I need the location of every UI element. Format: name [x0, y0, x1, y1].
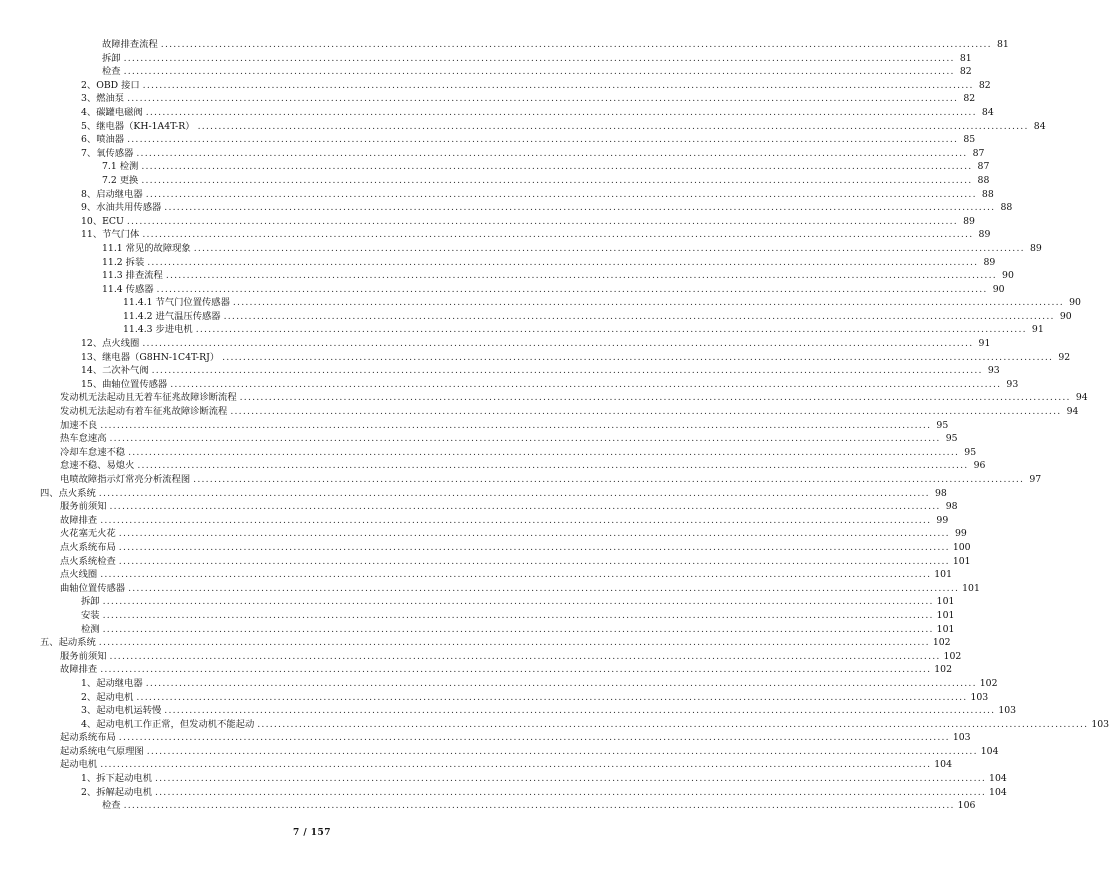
toc-entry-title[interactable]: 11.4.1 节气门位置传感器 [123, 297, 230, 309]
toc-entry-content [81, 188, 994, 202]
toc-entry-page-number[interactable]: 102 [932, 637, 951, 649]
toc-leader-dots: ........................................................................................................................................................................................................ [118, 555, 950, 567]
toc-entry-page-number[interactable]: 84 [1033, 120, 1046, 132]
toc-leader-dots: ........................................................................................................................................................................................................ [147, 256, 979, 268]
toc-leader-dots: ........................................................................................................................................................................................................ [164, 705, 996, 717]
toc-entry[interactable] [0, 228, 991, 242]
toc-entry-content [60, 432, 958, 446]
toc-leader-dots: ........................................................................................................................................................................................................ [145, 677, 977, 689]
toc-leader-dots: ........................................................................................................................................................................................................ [145, 188, 977, 200]
toc-entry-content [60, 473, 1042, 487]
toc-entry[interactable] [0, 38, 1009, 52]
toc-entry-content [81, 79, 991, 93]
toc-entry[interactable] [0, 351, 1071, 365]
toc-entry-title[interactable]: 拆卸 [81, 596, 100, 608]
toc-entry-page-number[interactable]: 94 [1075, 392, 1088, 404]
toc-entry-content [123, 296, 1081, 310]
toc-entry[interactable] [0, 79, 991, 93]
toc-entry-title[interactable]: 五、起动系统 [40, 637, 96, 649]
toc-entry-page-number[interactable]: 84 [981, 106, 994, 118]
toc-entry-content [102, 52, 972, 66]
toc-leader-dots: ........................................................................................................................................................................................................ [239, 392, 1071, 404]
toc-entry-page-number[interactable]: 91 [978, 338, 991, 350]
toc-entry[interactable] [0, 772, 1007, 786]
toc-entry[interactable] [0, 541, 971, 555]
toc-entry[interactable] [0, 650, 962, 664]
toc-entry-page-number[interactable]: 102 [943, 650, 962, 662]
toc-entry-page-number[interactable]: 103 [998, 705, 1017, 717]
toc-entry-title[interactable]: 故障排查 [60, 664, 98, 676]
toc-entry-title[interactable]: 发动机无法起动且无着车征兆故障诊断流程 [60, 392, 237, 404]
toc-entry-page-number[interactable]: 89 [983, 256, 996, 268]
toc-entry-page-number[interactable]: 88 [981, 188, 994, 200]
toc-entry-title[interactable]: 9、水油共用传感器 [81, 202, 162, 214]
toc-entry[interactable] [0, 500, 958, 514]
toc-entry[interactable] [0, 120, 1046, 134]
toc-entry-page-number[interactable]: 87 [972, 147, 985, 159]
toc-entry-content [81, 351, 1071, 365]
toc-entry-title[interactable]: 14、二次补气阀 [81, 365, 149, 377]
toc-entry[interactable] [0, 174, 990, 188]
toc-entry-title[interactable]: 拆卸 [102, 52, 121, 64]
toc-entry-title[interactable]: 2、起动电机 [81, 691, 134, 703]
toc-entry-title[interactable]: 点火系统检查 [60, 555, 116, 567]
toc-entry-page-number[interactable]: 94 [1066, 406, 1079, 418]
toc-entry-title[interactable]: 服务前须知 [60, 501, 107, 513]
toc-entry-title[interactable]: 10、ECU [81, 215, 124, 227]
toc-entry-content [81, 364, 1000, 378]
toc-entry-title[interactable]: 火花塞无火花 [60, 528, 116, 540]
toc-entry-content [60, 391, 1088, 405]
toc-entry-title[interactable]: 故障排查流程 [102, 39, 158, 50]
toc-entry-page-number[interactable]: 81 [959, 52, 972, 64]
toc-leader-dots: ........................................................................................................................................................................................................ [155, 773, 987, 785]
toc-entry-content [81, 691, 989, 705]
toc-entry-title[interactable]: 2、OBD 接口 [81, 79, 140, 91]
toc-entry-page-number[interactable]: 90 [1069, 297, 1081, 309]
toc-entry[interactable] [0, 405, 1079, 419]
toc-entry-page-number[interactable]: 96 [973, 460, 986, 472]
toc-entry-title[interactable]: 11.4.3 步进电机 [123, 324, 193, 336]
toc-leader-dots: ........................................................................................................................................................................................................ [100, 759, 932, 771]
toc-entry-content [81, 337, 991, 351]
toc-entry-page-number[interactable]: 82 [959, 66, 972, 78]
toc-leader-dots: ........................................................................................................................................................................................................ [98, 637, 930, 649]
toc-entry-title[interactable]: 11.2 拆装 [102, 256, 145, 268]
toc-entry-page-number[interactable]: 101 [962, 582, 980, 594]
toc-entry[interactable] [0, 65, 972, 79]
toc-entry-content [123, 323, 1044, 337]
toc-entry-content [81, 133, 976, 147]
toc-entry-title[interactable]: 起动系统布局 [60, 732, 116, 744]
toc-entry-title[interactable]: 电喷故障指示灯常亮分析流程图 [60, 474, 191, 485]
toc-entry[interactable] [0, 731, 971, 745]
toc-entry-content [60, 650, 962, 664]
toc-entry-content [81, 786, 1007, 800]
toc-entry-content [123, 310, 1072, 324]
toc-entry-title[interactable]: 11、节气门体 [81, 229, 140, 241]
toc-entry-page-number[interactable]: 95 [936, 419, 949, 431]
toc-leader-dots: ........................................................................................................................................................................................................ [136, 691, 968, 703]
toc-entry-title[interactable]: 13、继电器（G8HN-1C4T-RJ） [81, 351, 220, 363]
toc-leader-dots: ........................................................................................................................................................................................................ [123, 800, 955, 812]
toc-leader-dots: ........................................................................................................................................................................................................ [100, 514, 932, 526]
toc-entry-page-number[interactable]: 87 [977, 161, 990, 173]
toc-entry[interactable] [0, 609, 955, 623]
toc-entry-content [60, 500, 958, 514]
toc-leader-dots: ........................................................................................................................................................................................................ [128, 446, 960, 458]
toc-entry-content [60, 663, 952, 677]
toc-entry-content [81, 106, 994, 120]
toc-entry[interactable] [0, 188, 994, 202]
toc-leader-dots: ........................................................................................................................................................................................................ [142, 338, 974, 350]
toc-entry-page-number[interactable]: 99 [936, 514, 949, 526]
toc-entry-content [60, 419, 949, 433]
toc-entry-page-number[interactable]: 98 [935, 487, 947, 499]
toc-entry-title[interactable]: 安装 [81, 609, 100, 621]
toc-entry-page-number[interactable]: 104 [934, 759, 952, 771]
toc-entry-page-number[interactable]: 104 [989, 773, 1007, 785]
toc-entry-content [102, 174, 990, 188]
toc-entry-content [60, 758, 952, 772]
toc-entry-content [60, 405, 1079, 419]
toc-leader-dots: ........................................................................................................................................................................................................ [222, 351, 1054, 363]
toc-entry-title[interactable]: 检查 [102, 800, 121, 812]
toc-leader-dots: ........................................................................................................................................................................................................ [223, 310, 1055, 322]
toc-entry-content [60, 568, 952, 582]
toc-entry-page-number[interactable]: 93 [987, 365, 1000, 377]
toc-entry[interactable] [0, 704, 1017, 718]
toc-entry[interactable] [0, 52, 972, 66]
toc-leader-dots: ........................................................................................................................................................................................................ [136, 147, 968, 159]
toc-entry-title[interactable]: 3、燃油泵 [81, 93, 125, 105]
toc-entry[interactable] [0, 269, 1014, 283]
toc-entry-content [40, 636, 951, 650]
toc-entry[interactable] [0, 691, 989, 705]
toc-leader-dots: ........................................................................................................................................................................................................ [257, 718, 1089, 730]
toc-entry-title[interactable]: 起动系统电气原理图 [60, 745, 144, 757]
toc-entry-content [102, 242, 1042, 256]
toc-entry-page-number[interactable]: 97 [1029, 474, 1042, 485]
toc-leader-dots: ........................................................................................................................................................................................................ [141, 161, 973, 173]
toc-entry-content [81, 772, 1007, 786]
toc-entry[interactable] [0, 758, 952, 772]
toc-entry-title[interactable]: 7.2 更换 [102, 174, 139, 186]
toc-entry[interactable] [0, 663, 952, 677]
toc-entry-page-number[interactable]: 104 [989, 786, 1007, 798]
toc-entry-title[interactable]: 11.1 常见的故障现象 [102, 242, 191, 254]
toc-entry-content [60, 555, 971, 569]
toc-entry-title[interactable]: 检测 [81, 623, 100, 635]
toc-entry[interactable] [0, 391, 1088, 405]
toc-entry-content [81, 623, 955, 637]
toc-entry-page-number[interactable]: 92 [1058, 351, 1071, 363]
toc-entry-content [81, 378, 1019, 392]
toc-entry-title[interactable]: 怠速不稳、易熄火 [60, 460, 135, 472]
toc-leader-dots: ........................................................................................................................................................................................................ [195, 324, 1027, 336]
toc-entry-page-number[interactable]: 90 [1002, 270, 1014, 282]
toc-leader-dots: ........................................................................................................................................................................................................ [137, 460, 969, 472]
toc-entry-title[interactable]: 故障排查 [60, 514, 98, 526]
toc-entry[interactable] [0, 310, 1072, 324]
toc-entry[interactable] [0, 296, 1081, 310]
toc-entry-content [60, 541, 971, 555]
toc-entry-title[interactable]: 11.4.2 进气温压传感器 [123, 310, 221, 322]
toc-leader-dots: ........................................................................................................................................................................................................ [165, 270, 997, 282]
toc-entry-page-number[interactable]: 101 [934, 569, 952, 581]
toc-entry-page-number[interactable]: 89 [963, 215, 975, 227]
toc-entry[interactable] [0, 147, 985, 161]
toc-entry-content [102, 38, 1009, 52]
toc-entry-content [81, 718, 1109, 732]
toc-entry-page-number[interactable]: 95 [964, 446, 977, 458]
toc-leader-dots: ........................................................................................................................................................................................................ [141, 174, 973, 186]
toc-entry-page-number[interactable]: 90 [1059, 310, 1072, 322]
toc-entry[interactable] [0, 337, 991, 351]
toc-entry[interactable] [0, 473, 1042, 487]
toc-entry-page-number[interactable]: 91 [1031, 324, 1044, 336]
page-number-footer: 7 / 157 [292, 828, 332, 838]
toc-entry-page-number[interactable]: 103 [952, 732, 971, 744]
toc-leader-dots: ........................................................................................................................................................................................................ [164, 202, 996, 214]
toc-entry[interactable] [0, 256, 996, 270]
toc-entry[interactable] [0, 582, 980, 596]
toc-entry[interactable] [0, 527, 967, 541]
toc-entry-content [81, 215, 975, 229]
toc-entry-content [102, 160, 990, 174]
toc-leader-dots: ........................................................................................................................................................................................................ [232, 297, 1064, 309]
toc-entry[interactable] [0, 242, 1042, 256]
table-of-contents [0, 38, 1109, 813]
toc-entry-content [60, 745, 999, 759]
toc-entry-page-number[interactable]: 89 [978, 229, 991, 241]
toc-entry-title[interactable]: 12、点火线圈 [81, 338, 140, 350]
toc-leader-dots: ........................................................................................................................................................................................................ [193, 242, 1025, 254]
toc-leader-dots: ........................................................................................................................................................................................................ [151, 365, 983, 377]
toc-entry-content [102, 256, 996, 270]
toc-entry-page-number[interactable]: 90 [992, 283, 1005, 295]
toc-entry[interactable] [0, 636, 951, 650]
toc-leader-dots: ........................................................................................................................................................................................................ [126, 215, 958, 227]
toc-entry[interactable] [0, 419, 949, 433]
toc-leader-dots: ........................................................................................................................................................................................................ [160, 39, 992, 50]
toc-entry[interactable] [0, 786, 1007, 800]
toc-entry-content [81, 92, 976, 106]
toc-entry-title[interactable]: 6、喷油器 [81, 134, 125, 146]
toc-leader-dots: ........................................................................................................................................................................................................ [118, 528, 950, 540]
toc-leader-dots: ........................................................................................................................................................................................................ [230, 406, 1062, 418]
toc-leader-dots: ........................................................................................................................................................................................................ [109, 650, 941, 662]
toc-entry-content [81, 120, 1046, 134]
toc-entry-content [102, 283, 1005, 297]
toc-leader-dots: ........................................................................................................................................................................................................ [109, 433, 941, 445]
toc-entry-title[interactable]: 7、氧传感器 [81, 147, 134, 159]
toc-entry[interactable] [0, 718, 1109, 732]
toc-entry-page-number[interactable]: 99 [955, 528, 967, 540]
toc-entry-title[interactable]: 点火系统布局 [60, 541, 116, 553]
toc-entry-title[interactable]: 发动机无法起动有着车征兆故障诊断流程 [60, 406, 228, 418]
toc-leader-dots: ........................................................................................................................................................................................................ [102, 609, 934, 621]
toc-leader-dots: ........................................................................................................................................................................................................ [156, 283, 988, 295]
toc-leader-dots: ........................................................................................................................................................................................................ [193, 474, 1025, 485]
toc-entry-title[interactable]: 起动电机 [60, 759, 98, 771]
toc-entry[interactable] [0, 106, 994, 120]
toc-entry[interactable] [0, 133, 976, 147]
toc-leader-dots: ........................................................................................................................................................................................................ [128, 582, 960, 594]
toc-entry[interactable] [0, 378, 1019, 392]
toc-entry-page-number[interactable]: 82 [963, 93, 976, 105]
toc-entry-title[interactable]: 热车怠速高 [60, 433, 107, 445]
toc-entry-page-number[interactable]: 101 [936, 596, 955, 608]
toc-leader-dots: ........................................................................................................................................................................................................ [155, 786, 987, 798]
toc-leader-dots: ........................................................................................................................................................................................................ [142, 79, 974, 91]
toc-entry-page-number[interactable]: 88 [1000, 202, 1013, 214]
toc-entry-content [40, 487, 947, 501]
toc-entry-page-number[interactable]: 93 [1006, 378, 1019, 390]
toc-entry-content [102, 269, 1014, 283]
toc-entry-page-number[interactable]: 103 [970, 691, 989, 703]
toc-entry-content [81, 147, 985, 161]
toc-entry-content [81, 228, 991, 242]
toc-leader-dots: ........................................................................................................................................................................................................ [123, 66, 955, 78]
toc-entry-content [60, 527, 967, 541]
toc-entry-content [60, 582, 980, 596]
toc-entry-title[interactable]: 5、继电器（KH-1A4T-R） [81, 120, 195, 132]
toc-entry[interactable] [0, 487, 947, 501]
toc-entry-title[interactable]: 11.4 传感器 [102, 283, 154, 295]
toc-leader-dots: ........................................................................................................................................................................................................ [142, 229, 974, 241]
toc-entry[interactable] [0, 446, 977, 460]
toc-entry-page-number[interactable]: 88 [977, 174, 990, 186]
toc-leader-dots: ........................................................................................................................................................................................................ [109, 501, 941, 513]
toc-entry-content [102, 65, 972, 79]
toc-entry-page-number[interactable]: 101 [936, 623, 955, 635]
toc-entry-content [81, 609, 955, 623]
toc-entry-title[interactable]: 15、曲轴位置传感器 [81, 378, 168, 390]
toc-leader-dots: ........................................................................................................................................................................................................ [127, 134, 959, 146]
toc-entry-title[interactable]: 加速不良 [60, 419, 98, 431]
toc-entry-title[interactable]: 4、碳罐电磁阀 [81, 106, 143, 118]
toc-leader-dots: ........................................................................................................................................................................................................ [118, 732, 950, 744]
toc-entry-title[interactable]: 3、起动电机运转慢 [81, 705, 162, 717]
toc-entry-content [60, 731, 971, 745]
toc-entry[interactable] [0, 568, 952, 582]
toc-entry[interactable] [0, 215, 975, 229]
toc-entry-title[interactable]: 点火线圈 [60, 569, 98, 581]
toc-entry-title[interactable]: 1、拆下起动电机 [81, 773, 152, 785]
toc-entry-title[interactable]: 四、点火系统 [40, 487, 96, 499]
toc-entry-content [81, 201, 1013, 215]
toc-leader-dots: ........................................................................................................................................................................................................ [100, 419, 932, 431]
toc-entry-title[interactable]: 8、启动继电器 [81, 188, 143, 200]
toc-entry[interactable] [0, 92, 976, 106]
toc-entry-page-number[interactable]: 98 [945, 501, 958, 513]
toc-entry-title[interactable]: 7.1 检测 [102, 161, 139, 173]
toc-entry-content [81, 677, 998, 691]
toc-leader-dots: ........................................................................................................................................................................................................ [98, 487, 930, 499]
toc-entry-page-number[interactable]: 89 [1029, 242, 1042, 254]
toc-entry-page-number[interactable]: 103 [1091, 718, 1109, 730]
toc-entry-content [102, 799, 976, 813]
toc-entry-page-number[interactable]: 102 [934, 664, 952, 676]
toc-leader-dots: ........................................................................................................................................................................................................ [100, 664, 932, 676]
toc-entry[interactable] [0, 514, 949, 528]
toc-entry-page-number[interactable]: 101 [952, 555, 971, 567]
toc-entry[interactable] [0, 283, 1005, 297]
toc-entry[interactable] [0, 745, 999, 759]
toc-entry-content [60, 459, 986, 473]
toc-entry-page-number[interactable]: 104 [980, 745, 999, 757]
toc-entry[interactable] [0, 799, 976, 813]
toc-leader-dots: ........................................................................................................................................................................................................ [100, 569, 932, 581]
toc-entry-content [81, 704, 1017, 718]
toc-entry-title[interactable]: 服务前须知 [60, 650, 107, 662]
toc-entry-page-number[interactable]: 102 [979, 677, 998, 689]
toc-entry[interactable] [0, 555, 971, 569]
toc-entry-title[interactable]: 2、拆解起动电机 [81, 786, 152, 798]
toc-entry-content [81, 595, 955, 609]
toc-leader-dots: ........................................................................................................................................................................................................ [146, 745, 978, 757]
toc-entry[interactable] [0, 432, 958, 446]
toc-entry-page-number[interactable]: 85 [963, 134, 976, 146]
toc-leader-dots: ........................................................................................................................................................................................................ [170, 378, 1002, 390]
toc-entry-content [60, 514, 949, 528]
toc-leader-dots: ........................................................................................................................................................................................................ [145, 106, 977, 118]
toc-leader-dots: ........................................................................................................................................................................................................ [127, 93, 959, 105]
toc-entry-page-number[interactable]: 95 [945, 433, 958, 445]
toc-entry-page-number[interactable]: 82 [978, 79, 991, 91]
toc-entry[interactable] [0, 201, 1013, 215]
toc-entry-page-number[interactable]: 100 [952, 541, 971, 553]
toc-entry-title[interactable]: 4、起动电机工作正常，但发动机不能起动 [81, 718, 255, 730]
toc-entry[interactable] [0, 677, 998, 691]
toc-entry[interactable] [0, 623, 955, 637]
toc-leader-dots: ........................................................................................................................................................................................................ [123, 52, 955, 64]
toc-entry-title[interactable]: 冷却车怠速不稳 [60, 446, 126, 458]
toc-entry[interactable] [0, 364, 1000, 378]
toc-entry-page-number[interactable]: 81 [997, 39, 1009, 50]
toc-entry[interactable] [0, 459, 986, 473]
toc-entry[interactable] [0, 160, 990, 174]
toc-entry-content [60, 446, 977, 460]
toc-entry[interactable] [0, 595, 955, 609]
toc-leader-dots: ........................................................................................................................................................................................................ [102, 623, 934, 635]
toc-entry-page-number[interactable]: 101 [936, 609, 955, 621]
toc-entry-page-number[interactable]: 106 [957, 800, 976, 812]
toc-leader-dots: ........................................................................................................................................................................................................ [102, 596, 934, 608]
toc-entry-title[interactable]: 曲轴位置传感器 [60, 582, 126, 594]
toc-entry[interactable] [0, 323, 1044, 337]
toc-entry-title[interactable]: 11.3 排查流程 [102, 270, 163, 282]
toc-entry-title[interactable]: 1、起动继电器 [81, 677, 143, 689]
toc-leader-dots: ........................................................................................................................................................................................................ [197, 120, 1029, 132]
toc-entry-title[interactable]: 检查 [102, 66, 121, 78]
toc-leader-dots: ........................................................................................................................................................................................................ [118, 541, 950, 553]
